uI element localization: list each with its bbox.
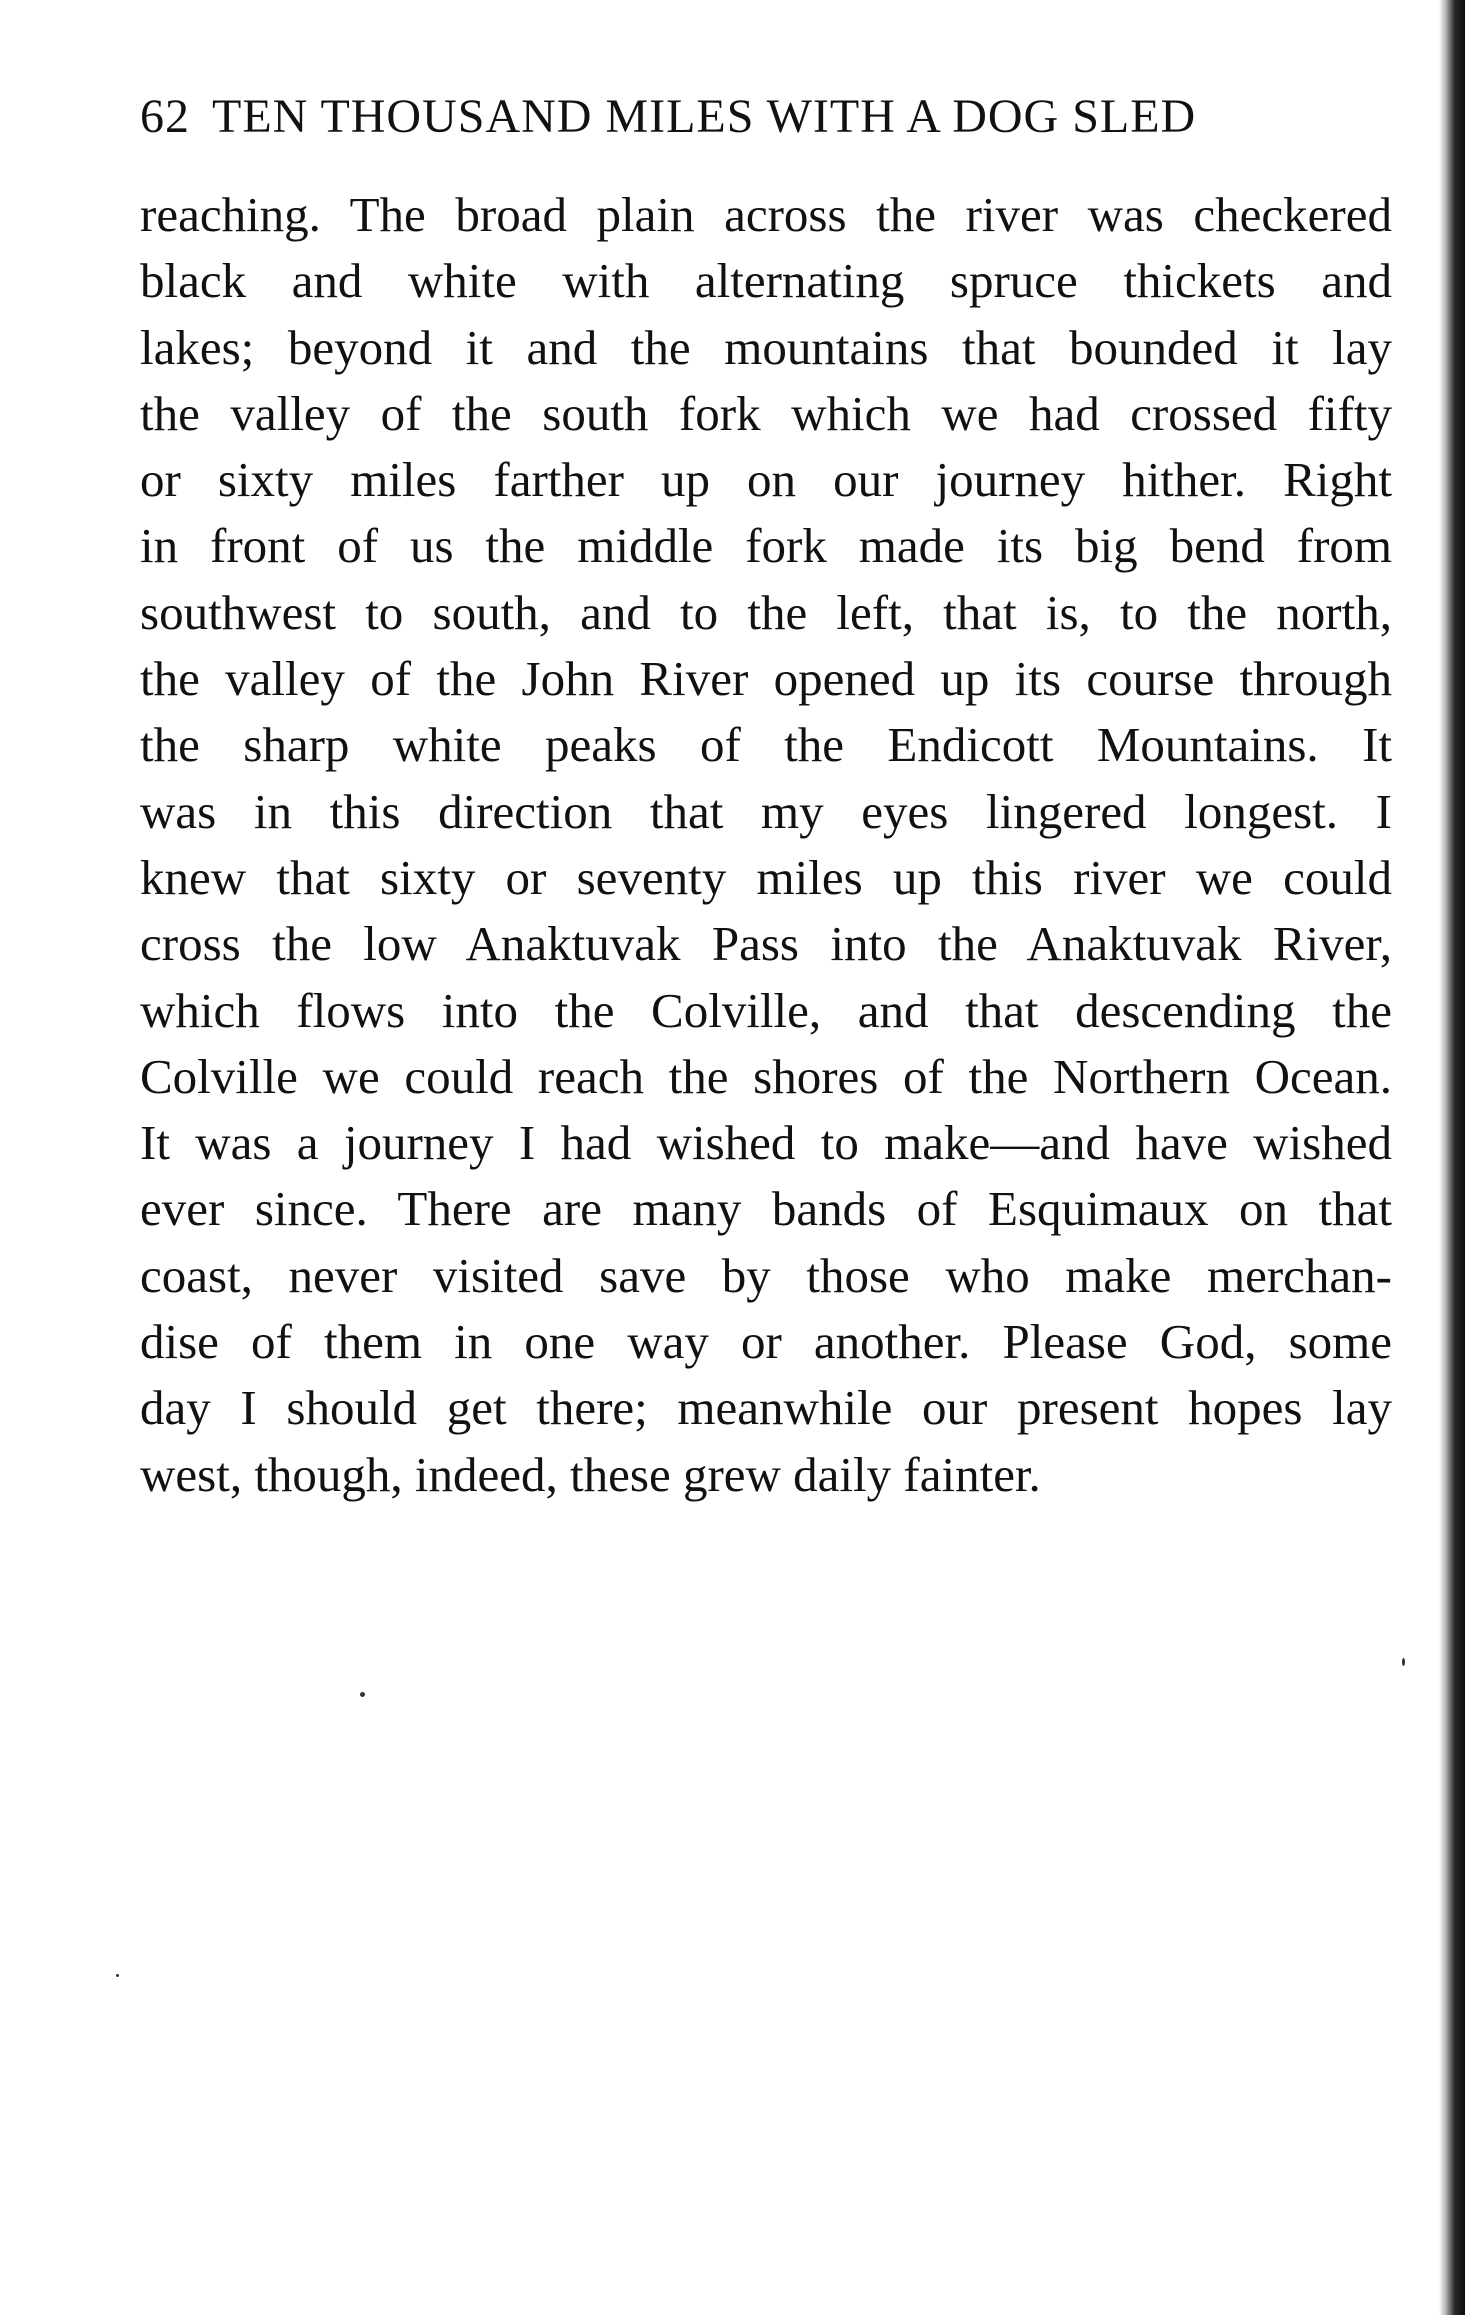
text-line: southwest to south, and to the left, that is, to the north, [140, 584, 1392, 640]
text-line: cross the low Anaktuvak Pass into the Anaktuvak River, [140, 916, 1392, 972]
text-line: the sharp white peaks of the Endicott Mountains. It [140, 717, 1392, 773]
page-number: 62 [140, 90, 190, 143]
text-line-last: west, though, indeed, these grew daily fainter. [140, 1446, 1041, 1502]
running-head [140, 82, 1320, 152]
text-line: the valley of the south fork which we had crossed fifty [140, 385, 1392, 441]
text-line: ever since. There are many bands of Esquimaux on that [140, 1181, 1392, 1237]
text-line: black and white with alternating spruce thickets and [140, 253, 1392, 309]
text-line: knew that sixty or seventy miles up this river we could [140, 849, 1392, 905]
book-title: TEN THOUSAND MILES WITH A DOG SLED [212, 90, 1197, 143]
text-line: coast, never visited save by those who make merchan- [140, 1247, 1392, 1303]
text-line: dise of them in one way or another. Please God, some [140, 1314, 1392, 1370]
text-line: reaching. The broad plain across the river was checkered [140, 187, 1392, 242]
text-line: was in this direction that my eyes lingered longest. I [140, 783, 1392, 839]
text-line: day I should get there; meanwhile our present hopes lay [140, 1380, 1392, 1436]
scan-speck [116, 1974, 119, 1977]
body-paragraph [140, 182, 1392, 1508]
binding-edge-shadow [1439, 0, 1465, 2315]
scan-speck [1402, 1658, 1405, 1666]
scan-speck [360, 1692, 365, 1697]
text-line: Colville we could reach the shores of the Northern Ocean. [140, 1048, 1392, 1104]
text-line: in front of us the middle fork made its big bend from [140, 518, 1392, 574]
text-line: lakes; beyond it and the mountains that bounded it lay [140, 319, 1392, 375]
text-line: It was a journey I had wished to make—and have wished [140, 1115, 1392, 1171]
text-line: which flows into the Colville, and that descending the [140, 982, 1392, 1038]
text-line: the valley of the John River opened up its course through [140, 651, 1392, 707]
text-line: or sixty miles farther up on our journey hither. Right [140, 452, 1392, 508]
